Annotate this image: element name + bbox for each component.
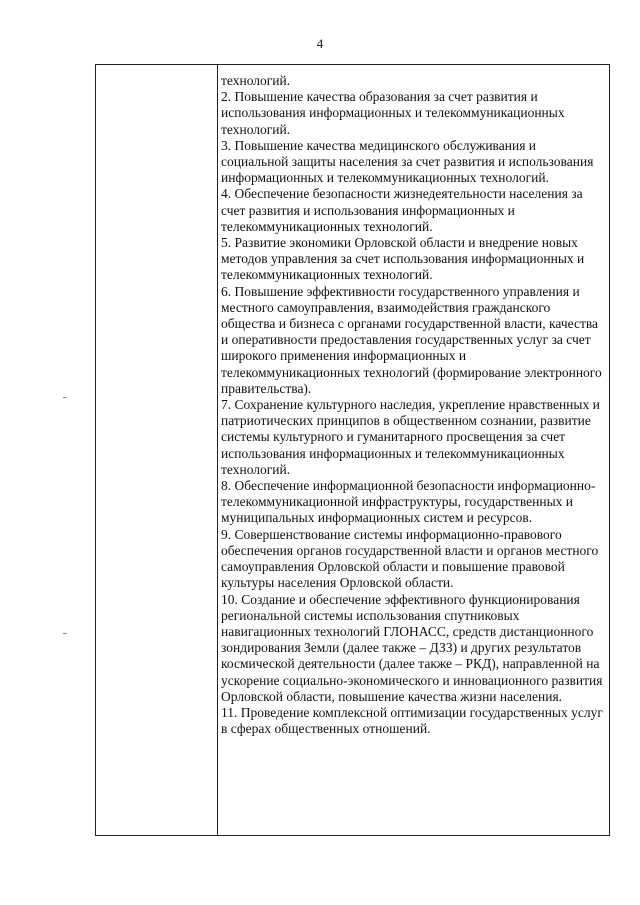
list-item: 5. Развитие экономики Орловской области и внедрение новых методов управления за счет использования информационных и телекоммуникационных технологий. (221, 235, 585, 283)
list-item: 6. Повышение эффективности государственного управления и местного самоуправления, взаимодействия гражданского общества и бизнеса с органами государственной власти, качества и оперативности предоставления государственных услуг за счет широкого применения информационных и телекоммуникационных технологий (формирование электронного правительства). (221, 283, 602, 396)
list-item: 10. Создание и обеспечение эффективного функционирования региональной системы использования спутниковых навигационных технологий ГЛОНАСС, средств дистанционного зондирования Земли (далее также – ДЗЗ) и других результатов космической деятельности (далее также – РКД), направленной на ускорение социально-экономического и инновационного развития Орловской области, повышение качества жизни населения. (221, 591, 603, 704)
margin-mark (63, 397, 67, 398)
table-cell-content (221, 73, 603, 737)
list-item: 7. Сохранение культурного наследия, укрепление нравственных и патриотических принципов в общественном сознании, развитие системы культурного и гуманитарного просвещения за счет использования информационных и телекоммуникационных технологий. (221, 397, 600, 477)
column-divider (217, 65, 218, 835)
page-number: 4 (316, 36, 324, 51)
margin-mark (63, 633, 67, 634)
list-item: 8. Обеспечение информационной безопасности информационно-телекоммуникационной инфраструктуры, государственных и муниципальных информационных систем и ресурсов. (221, 478, 596, 526)
document-table (95, 64, 610, 836)
list-item: 2. Повышение качества образования за счет развития и использования информационных и телекоммуникационных технологий. (221, 89, 565, 137)
list-item: 9. Совершенствование системы информационно-правового обеспечения органов государственной власти и органов местного самоуправления Орловской области и повышение правовой культуры населения Орловской области. (221, 526, 599, 591)
list-item-continuation: технологий. (221, 73, 291, 88)
list-item: 11. Проведение комплексной оптимизации государственных услуг в сферах общественных отношений. (221, 704, 603, 737)
list-item: 4. Обеспечение безопасности жизнедеятельности населения за счет развития и использования информационных и телекоммуникационных технологий. (221, 186, 583, 234)
list-item: 3. Повышение качества медицинского обслуживания и социальной защиты населения за счет развития и использования информационных и телекоммуникационных технологий. (221, 137, 594, 186)
